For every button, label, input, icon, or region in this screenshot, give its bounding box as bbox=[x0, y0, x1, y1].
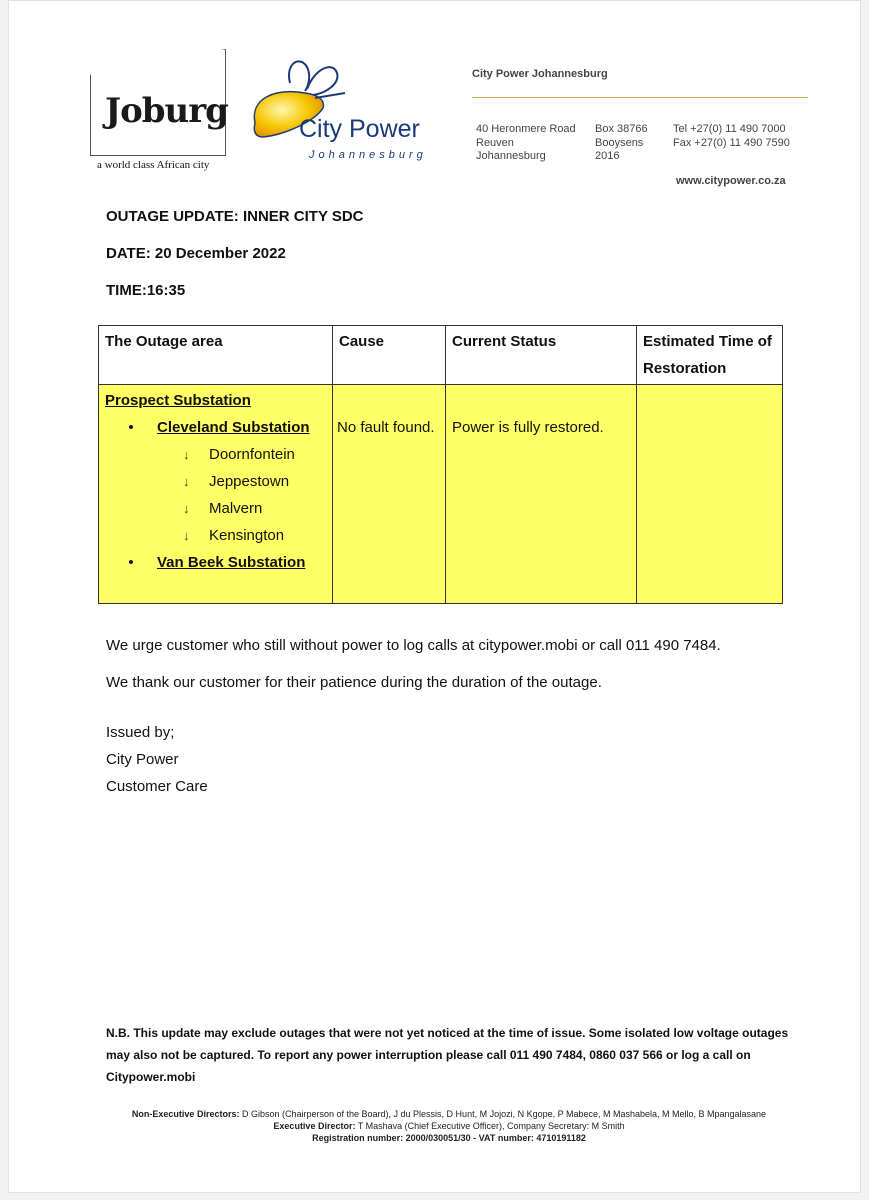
letterhead-divider bbox=[472, 97, 808, 98]
status-cell bbox=[446, 385, 637, 604]
address-postal bbox=[595, 123, 648, 164]
update-date: DATE: 20 December 2022 bbox=[106, 245, 286, 262]
list-item bbox=[105, 441, 326, 468]
exec-label: Executive Director: bbox=[273, 1121, 356, 1131]
arrow-down-icon: ↓ bbox=[183, 501, 190, 516]
issued-by-block bbox=[106, 719, 208, 800]
non-exec-line bbox=[49, 1108, 849, 1120]
address-line: Johannesburg bbox=[476, 150, 546, 162]
document-page bbox=[8, 0, 861, 1193]
fax-number: Fax +27(0) 11 490 7590 bbox=[673, 136, 790, 149]
thanks-paragraph: We thank our customer for their patience during the duration of the outage. bbox=[106, 674, 602, 691]
update-title: OUTAGE UPDATE: INNER CITY SDC bbox=[106, 208, 364, 225]
area-name: Kensington bbox=[209, 527, 285, 544]
list-item bbox=[105, 495, 326, 522]
list-item bbox=[105, 468, 326, 495]
letterhead-company: City Power Johannesburg bbox=[472, 68, 608, 80]
directors-footer bbox=[49, 1108, 849, 1144]
address-line: Box 38766 bbox=[595, 123, 648, 135]
issued-by-label: Issued by; bbox=[106, 724, 175, 741]
address-line: Reuven bbox=[476, 136, 514, 149]
joburg-logo-text: Joburg bbox=[105, 91, 228, 131]
arrow-down-icon: ↓ bbox=[183, 474, 190, 489]
col-header-etr: Estimated Time of Restoration bbox=[637, 326, 783, 385]
non-exec-names: D Gibson (Chairperson of the Board), J du Plessis, D Hunt, M Jojozi, N Kgope, P Mabece, M Mashabela, M Mello, B Mpangalasane bbox=[241, 1109, 767, 1119]
list-item bbox=[105, 414, 326, 441]
bullet-icon: • bbox=[128, 419, 134, 436]
joburg-tagline: a world class African city bbox=[97, 159, 210, 171]
col-header-cause: Cause bbox=[333, 326, 446, 385]
etr-cell bbox=[637, 385, 783, 604]
area-name: Jeppestown bbox=[209, 473, 290, 490]
address-line: Booysens bbox=[595, 136, 644, 149]
update-time: TIME:16:35 bbox=[106, 282, 186, 299]
cause-cell bbox=[333, 385, 446, 604]
prospect-substation: Prospect Substation bbox=[105, 392, 251, 409]
registration-line: Registration number: 2000/030051/30 - VAT number: 4710191182 bbox=[312, 1133, 586, 1143]
contact-numbers bbox=[673, 123, 790, 150]
outage-area-cell bbox=[99, 385, 333, 604]
arrow-down-icon: ↓ bbox=[183, 528, 190, 543]
nb-notice: N.B. This update may exclude outages that were not yet noticed at the time of issue. Some isolated low voltage outages may also not be captured. To report any power interruption please call 011 490 7484, 0860 037 566 or log a call on Citypower.mobi bbox=[106, 1026, 789, 1084]
address-line: 40 Heronmere Road bbox=[476, 123, 576, 135]
non-exec-label: Non-Executive Directors: bbox=[131, 1109, 240, 1119]
address-line: 2016 bbox=[595, 150, 620, 162]
outage-table bbox=[98, 325, 783, 604]
city-power-logo-subtext: Johannesburg bbox=[309, 149, 427, 161]
urge-paragraph: We urge customer who still without power to log calls at citypower.mobi or call 011 490 7484. bbox=[106, 637, 721, 654]
city-power-logo-text: City Power bbox=[299, 115, 420, 143]
exec-line bbox=[49, 1120, 849, 1132]
issuer-dept: Customer Care bbox=[106, 778, 208, 795]
bullet-icon: • bbox=[128, 554, 134, 571]
area-name: Doornfontein bbox=[209, 446, 295, 463]
col-header-area: The Outage area bbox=[99, 326, 333, 385]
arrow-down-icon: ↓ bbox=[183, 447, 190, 462]
exec-names: T Mashava (Chief Executive Officer), Company Secretary: M Smith bbox=[357, 1121, 625, 1131]
table-header-row bbox=[99, 326, 783, 385]
van-beek-substation: Van Beek Substation bbox=[157, 554, 306, 571]
status-text: Power is fully restored. bbox=[452, 419, 604, 436]
website-link[interactable]: www.citypower.co.za bbox=[676, 175, 786, 187]
cause-text: No fault found. bbox=[337, 419, 435, 436]
tel-number: Tel +27(0) 11 490 7000 bbox=[673, 123, 786, 135]
address-street bbox=[476, 123, 576, 164]
issuer-name: City Power bbox=[106, 751, 179, 768]
list-item bbox=[105, 522, 326, 549]
area-name: Malvern bbox=[209, 500, 263, 517]
col-header-status: Current Status bbox=[446, 326, 637, 385]
cleveland-substation: Cleveland Substation bbox=[157, 419, 310, 436]
table-row bbox=[99, 385, 783, 604]
list-item bbox=[105, 549, 326, 576]
